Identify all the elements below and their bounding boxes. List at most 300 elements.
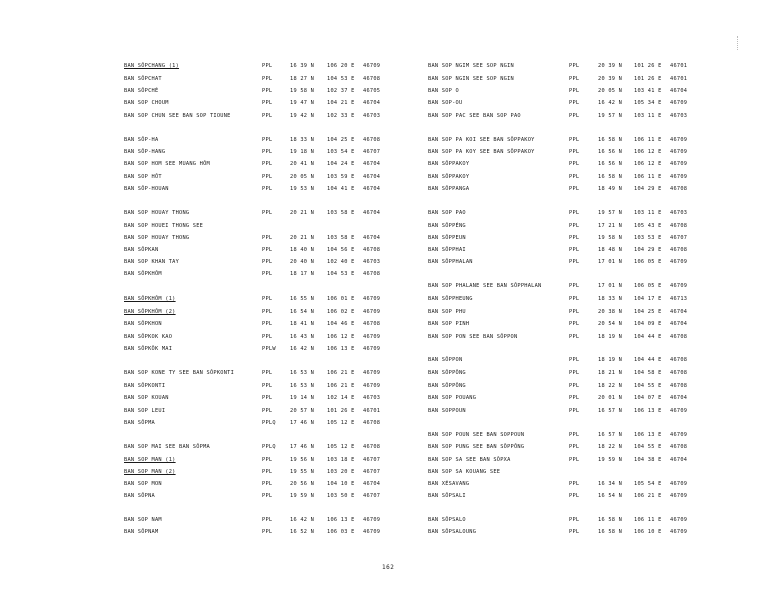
entry-lat: 16 42 N [290, 517, 315, 523]
entry-lon: 106 03 E [327, 529, 355, 535]
entry-name: BAN SÔPPÉNG [428, 223, 466, 229]
entry-lat: 17 21 N [598, 223, 623, 229]
entry-name: BAN SOP NGIN SEE SOP NGIN [428, 76, 514, 82]
right-column-entry [0, 87, 776, 96]
entry-name: BAN SÔPNA [124, 493, 155, 499]
entry-name: BAN SOP MAI SEE BAN SÔPMA [124, 444, 210, 450]
entry-lon: 104 21 E [327, 100, 355, 106]
entry-name: BAN SOP CHUN SEE BAN SOP TIOUNE [124, 113, 231, 119]
entry-name: BAN SOP MAN (2) [124, 469, 176, 475]
entry-ref: 46708 [363, 271, 381, 277]
left-column-entry [0, 270, 776, 279]
right-column-entry [0, 528, 776, 537]
entry-code: PPL [262, 517, 273, 523]
entry-ref: 46704 [363, 481, 381, 487]
entry-ref: 46704 [363, 174, 381, 180]
entry-ref: 46704 [363, 100, 381, 106]
entry-code: PPL [262, 76, 273, 82]
entry-ref: 46704 [670, 457, 688, 463]
entry-name: BAN SÔPNAM [124, 529, 159, 535]
entry-ref: 46703 [363, 259, 381, 265]
entry-name: BAN SÔPMA [124, 420, 155, 426]
entry-code: PPL [569, 137, 580, 143]
entry-lat: 19 53 N [290, 186, 315, 192]
entry-name: BAN SÔPPHALAN [428, 259, 473, 265]
right-column-entry [0, 320, 776, 329]
entry-code: PPL [569, 457, 580, 463]
entry-ref: 46709 [670, 283, 688, 289]
entry-lat: 18 22 N [598, 444, 623, 450]
entry-lat: 19 58 N [598, 235, 623, 241]
left-column-entry [0, 419, 776, 428]
entry-ref: 46708 [670, 444, 688, 450]
entry-lon: 102 14 E [327, 395, 355, 401]
entry-lon: 106 13 E [327, 346, 355, 352]
entry-lat: 20 56 N [290, 481, 315, 487]
entry-lat: 20 05 N [598, 88, 623, 94]
entry-name: BAN SOP HOUAY THONG [124, 235, 190, 241]
entry-name: BAN SOP HÔT [124, 174, 162, 180]
entry-lon: 103 20 E [327, 469, 355, 475]
entry-lon: 104 46 E [327, 321, 355, 327]
right-column-entry [0, 492, 776, 501]
entry-lat: 19 14 N [290, 395, 315, 401]
entry-name: BAN SOP KONE TY SEE BAN SÔPKONTI [124, 370, 235, 376]
entry-ref: 46709 [670, 149, 688, 155]
entry-name: BAN SÔPPHAI [428, 247, 466, 253]
entry-lon: 106 05 E [634, 283, 662, 289]
entry-ref: 46708 [670, 186, 688, 192]
entry-ref: 46709 [670, 174, 688, 180]
right-column-entry [0, 356, 776, 365]
entry-code: PPL [569, 63, 580, 69]
right-column-entry [0, 282, 776, 291]
entry-lon: 103 53 E [634, 235, 662, 241]
entry-lon: 106 13 E [327, 517, 355, 523]
entry-lon: 104 58 E [634, 370, 662, 376]
entry-lon: 105 12 E [327, 444, 355, 450]
entry-lon: 104 41 E [327, 186, 355, 192]
entry-code: PPL [262, 408, 273, 414]
entry-lon: 102 33 E [327, 113, 355, 119]
entry-ref: 46708 [363, 420, 381, 426]
entry-code: PPL [262, 113, 273, 119]
entry-code: PPL [569, 88, 580, 94]
entry-name: BAN SÔP-HANG [124, 149, 166, 155]
entry-lon: 102 40 E [327, 259, 355, 265]
entry-lat: 16 58 N [598, 174, 623, 180]
entry-code: PPLW [262, 346, 276, 352]
entry-lon: 106 13 E [634, 408, 662, 414]
entry-name: BAN SÔPKHÔM [124, 271, 162, 277]
entry-lat: 20 41 N [290, 161, 315, 167]
entry-ref: 46704 [363, 235, 381, 241]
right-column-entry [0, 369, 776, 378]
entry-ref: 46709 [670, 493, 688, 499]
entry-lat: 20 39 N [598, 63, 623, 69]
entry-code: PPL [262, 370, 273, 376]
entry-lon: 104 07 E [634, 395, 662, 401]
right-column-entry [0, 333, 776, 342]
right-column-entry [0, 75, 776, 84]
entry-code: PPL [569, 210, 580, 216]
entry-ref: 46709 [363, 296, 381, 302]
entry-ref: 46709 [670, 517, 688, 523]
entry-ref: 46703 [670, 210, 688, 216]
entry-code: PPL [569, 296, 580, 302]
entry-name: BAN SÔPSALOUNG [428, 529, 477, 535]
entry-lat: 17 01 N [598, 259, 623, 265]
entry-lon: 104 17 E [634, 296, 662, 302]
entry-name: BAN SOP POUN SEE BAN SOPPOUN [428, 432, 525, 438]
entry-code: PPL [262, 457, 273, 463]
entry-name: BAN SÔPKHON [124, 321, 162, 327]
entry-code: PPL [262, 493, 273, 499]
entry-code: PPL [262, 395, 273, 401]
entry-lon: 106 21 E [327, 383, 355, 389]
entry-code: PPL [262, 88, 273, 94]
entry-ref: 46709 [670, 408, 688, 414]
entry-lon: 104 25 E [327, 137, 355, 143]
entry-code: PPL [262, 296, 273, 302]
entry-name: BAN SOP HOUAY THONG [124, 210, 190, 216]
entry-lat: 18 19 N [598, 357, 623, 363]
entry-ref: 46703 [670, 113, 688, 119]
entry-name: BAN SOP PINH [428, 321, 470, 327]
right-column-entry [0, 209, 776, 218]
entry-ref: 46708 [670, 383, 688, 389]
entry-lon: 103 58 E [327, 235, 355, 241]
right-column-entry [0, 112, 776, 121]
entry-lat: 17 01 N [598, 283, 623, 289]
entry-lat: 18 49 N [598, 186, 623, 192]
entry-lat: 17 46 N [290, 444, 315, 450]
entry-code: PPL [262, 334, 273, 340]
entry-lon: 103 18 E [327, 457, 355, 463]
entry-ref: 46701 [363, 408, 381, 414]
right-column-entry [0, 136, 776, 145]
right-column-entry [0, 62, 776, 71]
entry-name: BAN SÔPSALO [428, 517, 466, 523]
right-column-entry [0, 443, 776, 452]
right-column-entry [0, 222, 776, 231]
entry-lon: 103 59 E [327, 174, 355, 180]
entry-code: PPL [569, 235, 580, 241]
entry-lon: 103 11 E [634, 113, 662, 119]
entry-ref: 46704 [363, 161, 381, 167]
entry-lon: 106 05 E [634, 259, 662, 265]
entry-ref: 46704 [363, 186, 381, 192]
entry-ref: 46709 [363, 309, 381, 315]
entry-ref: 46704 [670, 88, 688, 94]
entry-name: BAN SÔPKHÔM (1) [124, 296, 176, 302]
entry-ref: 46709 [363, 517, 381, 523]
right-column-entry [0, 185, 776, 194]
entry-ref: 46709 [363, 334, 381, 340]
entry-ref: 46708 [670, 223, 688, 229]
entry-lat: 20 54 N [598, 321, 623, 327]
entry-lat: 18 22 N [598, 383, 623, 389]
entry-name: BAN SOP PON SEE BAN SÔPPON [428, 334, 518, 340]
entry-code: PPL [569, 259, 580, 265]
entry-lat: 16 34 N [598, 481, 623, 487]
entry-name: BAN SÔPCHÉ [124, 88, 159, 94]
entry-name: BAN SOP PHU [428, 309, 466, 315]
entry-ref: 46709 [670, 137, 688, 143]
entry-name: BAN SÔP-HOUAN [124, 186, 169, 192]
entry-ref: 46707 [363, 457, 381, 463]
entry-code: PPL [262, 100, 273, 106]
entry-lon: 102 37 E [327, 88, 355, 94]
entry-ref: 46707 [670, 235, 688, 241]
entry-lat: 18 48 N [598, 247, 623, 253]
entry-lat: 18 27 N [290, 76, 315, 82]
entry-lat: 19 58 N [290, 88, 315, 94]
entry-lon: 105 12 E [327, 420, 355, 426]
entry-code: PPL [569, 100, 580, 106]
entry-lon: 105 54 E [634, 481, 662, 487]
entry-lon: 101 26 E [327, 408, 355, 414]
entry-ref: 46703 [363, 395, 381, 401]
entry-lon: 104 10 E [327, 481, 355, 487]
entry-lat: 16 39 N [290, 63, 315, 69]
entry-name: BAN SOP LEUI [124, 408, 166, 414]
entry-lon: 103 50 E [327, 493, 355, 499]
entry-name: BAN SÔPKOK KAO [124, 334, 173, 340]
entry-name: BAN SÔPKHÔM (2) [124, 309, 176, 315]
entry-ref: 46704 [363, 210, 381, 216]
entry-code: PPL [569, 186, 580, 192]
entry-name: BAN SOP O [428, 88, 459, 94]
right-column-entry [0, 394, 776, 403]
entry-name: BAN SOP SA SEE BAN SÔPXA [428, 457, 511, 463]
entry-ref: 46709 [363, 346, 381, 352]
entry-ref: 46708 [363, 137, 381, 143]
entry-name: BAN SÔPPAKOY [428, 174, 470, 180]
right-column-entry [0, 258, 776, 267]
entry-lon: 106 21 E [327, 370, 355, 376]
entry-lon: 103 11 E [634, 210, 662, 216]
entry-code: PPL [569, 321, 580, 327]
entry-lon: 104 53 E [327, 76, 355, 82]
entry-lon: 106 11 E [634, 137, 662, 143]
entry-lon: 106 10 E [634, 529, 662, 535]
entry-ref: 46708 [670, 370, 688, 376]
entry-lat: 16 58 N [598, 137, 623, 143]
entry-lon: 106 13 E [634, 432, 662, 438]
right-column-entry [0, 382, 776, 391]
entry-code: PPL [569, 161, 580, 167]
entry-code: PPL [569, 408, 580, 414]
entry-lon: 104 24 E [327, 161, 355, 167]
entry-code: PPL [569, 529, 580, 535]
entry-code: PPLQ [262, 420, 276, 426]
entry-name: BAN SÔPKONTI [124, 383, 166, 389]
entry-name: BAN SOP PAC SEE BAN SOP PAO [428, 113, 521, 119]
entry-code: PPL [569, 370, 580, 376]
entry-code: PPLQ [262, 444, 276, 450]
entry-name: BAN SÔPPÔNG [428, 383, 466, 389]
entry-name: BAN SÔPCHANG (1) [124, 63, 180, 69]
entry-code: PPL [262, 271, 273, 277]
entry-name: BAN SÔPPANGA [428, 186, 470, 192]
entry-ref: 46704 [670, 321, 688, 327]
entry-lat: 16 57 N [598, 408, 623, 414]
entry-lat: 16 53 N [290, 383, 315, 389]
entry-name: BAN SOP HOUEI THONG SEE [124, 223, 204, 229]
entry-name: BAN SOP PHALANE SEE BAN SÔPPHALAN [428, 283, 542, 289]
entry-ref: 46704 [670, 309, 688, 315]
entry-lat: 20 57 N [290, 408, 315, 414]
entry-lon: 104 53 E [327, 271, 355, 277]
entry-name: BAN SOP-OU [428, 100, 463, 106]
right-column-entry [0, 407, 776, 416]
entry-code: PPL [569, 432, 580, 438]
right-column-entry [0, 173, 776, 182]
entry-lon: 105 43 E [634, 223, 662, 229]
entry-name: BAN SOP SA KOUANG SEE [428, 469, 501, 475]
entry-lat: 20 21 N [290, 210, 315, 216]
entry-code: PPL [569, 357, 580, 363]
entry-name: BAN SOP KOUAN [124, 395, 169, 401]
entry-lon: 106 12 E [327, 334, 355, 340]
entry-lat: 16 58 N [598, 517, 623, 523]
entry-code: PPL [569, 395, 580, 401]
entry-name: BAN SÔPPON [428, 357, 463, 363]
entry-ref: 46707 [363, 149, 381, 155]
entry-code: PPL [569, 113, 580, 119]
entry-lon: 106 01 E [327, 296, 355, 302]
entry-ref: 46709 [363, 529, 381, 535]
entry-lon: 104 44 E [634, 357, 662, 363]
entry-lon: 104 44 E [634, 334, 662, 340]
entry-lon: 101 26 E [634, 63, 662, 69]
entry-ref: 46708 [363, 76, 381, 82]
page-number: 162 [382, 564, 395, 571]
entry-ref: 46709 [670, 481, 688, 487]
entry-code: PPL [569, 383, 580, 389]
entry-code: PPL [262, 210, 273, 216]
entry-ref: 46708 [670, 334, 688, 340]
entry-lat: 16 57 N [598, 432, 623, 438]
entry-code: PPL [262, 309, 273, 315]
entry-ref: 46707 [363, 469, 381, 475]
right-column-entry [0, 295, 776, 304]
entry-lat: 18 17 N [290, 271, 315, 277]
entry-ref: 46701 [670, 76, 688, 82]
entry-name: BAN SÔPPEUN [428, 235, 466, 241]
entry-lon: 106 20 E [327, 63, 355, 69]
entry-name: BAN SÔPKAN [124, 247, 159, 253]
entry-ref: 46713 [670, 296, 688, 302]
entry-ref: 46708 [363, 321, 381, 327]
entry-lat: 18 19 N [598, 334, 623, 340]
entry-ref: 46709 [670, 432, 688, 438]
entry-code: PPL [262, 235, 273, 241]
entry-lat: 16 43 N [290, 334, 315, 340]
entry-code: PPL [262, 383, 273, 389]
entry-lat: 16 54 N [598, 493, 623, 499]
entry-lat: 19 56 N [290, 457, 315, 463]
entry-code: PPL [262, 529, 273, 535]
entry-lon: 104 29 E [634, 186, 662, 192]
right-column-entry [0, 234, 776, 243]
entry-lon: 104 09 E [634, 321, 662, 327]
entry-lon: 104 38 E [634, 457, 662, 463]
entry-lon: 106 11 E [634, 174, 662, 180]
entry-lat: 20 21 N [290, 235, 315, 241]
entry-code: PPL [262, 481, 273, 487]
entry-lat: 19 59 N [598, 457, 623, 463]
entry-ref: 46709 [670, 259, 688, 265]
entry-name: BAN SOP MON [124, 481, 162, 487]
entry-lat: 19 57 N [598, 113, 623, 119]
entry-code: PPL [569, 481, 580, 487]
entry-name: BAN SOP PA KOY SEE BAN SÔPPAKOY [428, 149, 535, 155]
entry-lat: 18 40 N [290, 247, 315, 253]
right-column-entry [0, 431, 776, 440]
right-column-entry [0, 148, 776, 157]
entry-code: PPL [262, 321, 273, 327]
entry-code: PPL [569, 174, 580, 180]
left-column-entry [0, 345, 776, 354]
entry-lon: 104 55 E [634, 383, 662, 389]
entry-lat: 19 47 N [290, 100, 315, 106]
entry-code: PPL [262, 469, 273, 475]
right-column-entry [0, 468, 776, 477]
entry-ref: 46708 [363, 444, 381, 450]
entry-code: PPL [569, 76, 580, 82]
entry-lat: 16 55 N [290, 296, 315, 302]
entry-code: PPL [262, 174, 273, 180]
entry-code: PPL [569, 517, 580, 523]
entry-lon: 103 41 E [634, 88, 662, 94]
entry-lat: 19 59 N [290, 493, 315, 499]
entry-lon: 106 12 E [634, 161, 662, 167]
entry-lat: 16 42 N [290, 346, 315, 352]
entry-code: PPL [569, 283, 580, 289]
entry-code: PPL [569, 309, 580, 315]
entry-name: BAN XÉSAVANG [428, 481, 470, 487]
entry-ref: 46704 [670, 395, 688, 401]
entry-name: BAN SÔPPHEUNG [428, 296, 473, 302]
entry-lon: 103 54 E [327, 149, 355, 155]
entry-lon: 101 26 E [634, 76, 662, 82]
entry-lat: 18 41 N [290, 321, 315, 327]
entry-lat: 19 57 N [598, 210, 623, 216]
entry-code: PPL [569, 493, 580, 499]
right-column-entry [0, 480, 776, 489]
entry-lat: 19 18 N [290, 149, 315, 155]
entry-lat: 18 33 N [598, 296, 623, 302]
margin-mark [737, 36, 740, 50]
entry-lat: 16 56 N [598, 161, 623, 167]
entry-ref: 46708 [670, 357, 688, 363]
entry-name: BAN SOP POUANG [428, 395, 477, 401]
entry-lon: 106 12 E [634, 149, 662, 155]
right-column-entry [0, 516, 776, 525]
entry-name: BAN SOP KHAN TAY [124, 259, 180, 265]
entry-lat: 19 42 N [290, 113, 315, 119]
entry-name: BAN SÔPPÔNG [428, 370, 466, 376]
entry-lat: 18 21 N [598, 370, 623, 376]
right-column-entry [0, 160, 776, 169]
entry-name: BAN SOP PAO [428, 210, 466, 216]
entry-lat: 16 42 N [598, 100, 623, 106]
entry-code: PPL [569, 334, 580, 340]
entry-code: PPL [262, 186, 273, 192]
right-column-entry [0, 99, 776, 108]
